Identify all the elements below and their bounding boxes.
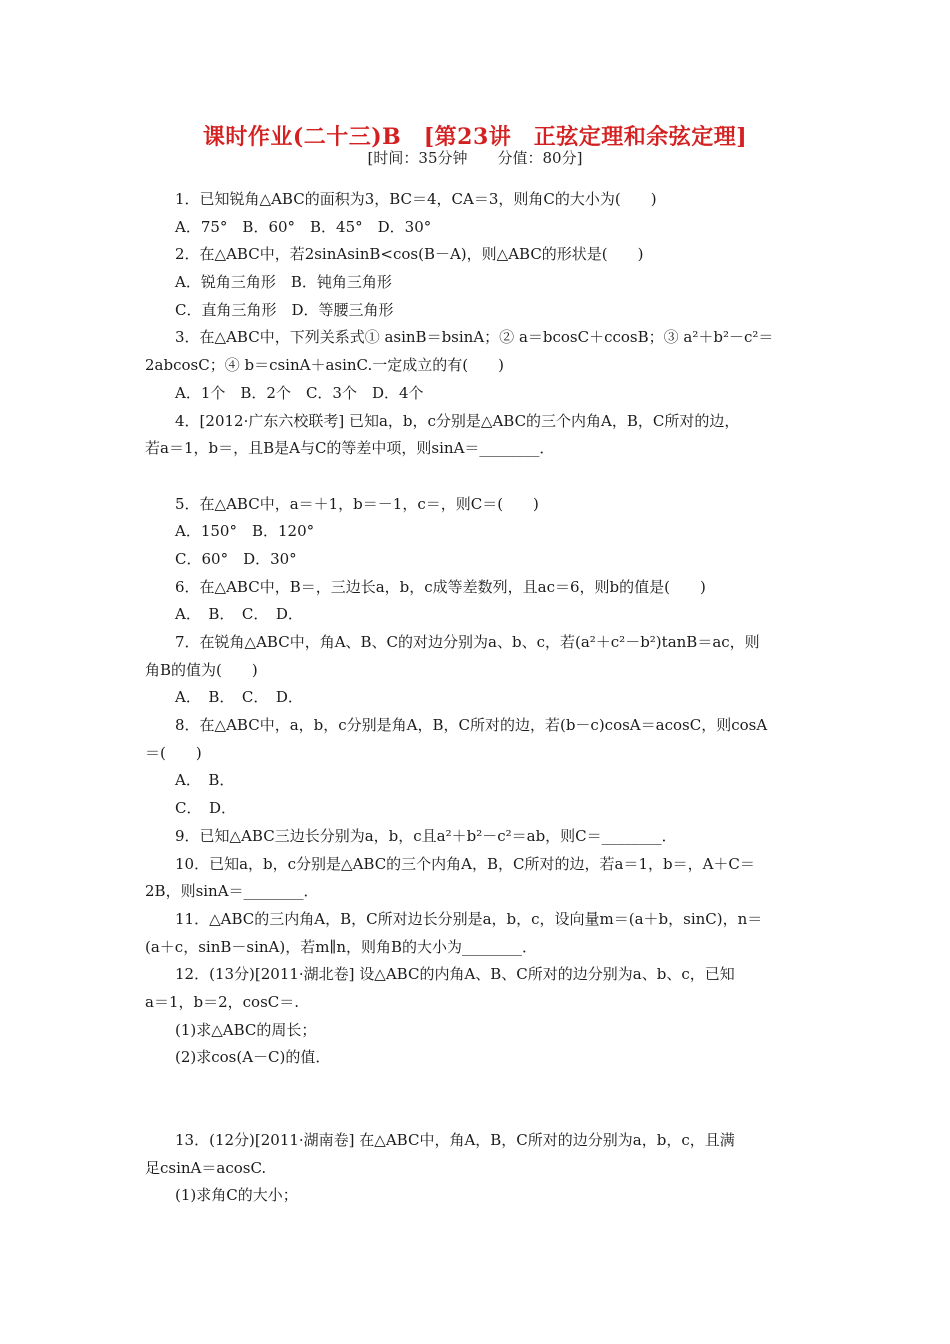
q5-options-2: C．60° D．30° — [175, 549, 297, 568]
q4-stem: 4．[2012·广东六校联考] 已知a，b，c分别是△ABC的三个内角A，B，C所对的边， — [175, 411, 740, 430]
q13-stem: 13．(12分)[2011·湖南卷] 在△ABC中，角A，B，C所对的边分别为a，b，c，且满 — [175, 1131, 735, 1149]
q2-options-1: A．锐角三角形 B．钝角三角形 — [175, 273, 392, 292]
q12-stem: 12．(13分)[2011·湖北卷] 设△ABC的内角A、B、C所对的边分别为a、b、c，已知 — [175, 965, 735, 984]
q3-stem-cont: 2abcosC；④ b＝csinA＋asinC.一定成立的有( ) — [145, 356, 504, 375]
q10-stem-cont: 2B，则sinA＝________． — [145, 882, 319, 901]
q9-stem: 9．已知△ABC三边长分别为a，b，c且a²＋b²－c²＝ab，则C＝________． — [175, 826, 677, 845]
q2-stem: 2．在△ABC中，若2sinAsinB<cos(B－A)，则△ABC的形状是( ) — [175, 245, 644, 264]
q10-stem: 10．已知a，b，c分别是△ABC的三个内角A，B，C所对的边，若a＝1，b＝，A＋C＝ — [175, 854, 755, 873]
q6-stem: 6．在△ABC中，B＝，三边长a，b，c成等差数列，且ac＝6，则b的值是( ) — [175, 577, 706, 596]
q1-stem: 1．已知锐角△ABC的面积为3，BC＝4，CA＝3，则角C的大小为( ) — [175, 190, 657, 208]
q1-options: A．75° B．60° B．45° D．30° — [175, 217, 432, 236]
time-score-info: [时间：35分钟 分值：80分] — [367, 149, 583, 167]
q5-options-1: A．150° B．120° — [175, 522, 315, 541]
q13-stem-cont: 足csinA＝acosC. — [145, 1158, 267, 1177]
q8-stem-cont: ＝( ) — [145, 743, 202, 762]
q3-stem: 3．在△ABC中，下列关系式① asinB＝bsinA；② a＝bcosC＋ccosB；③ a²＋b²－c²＝ — [175, 328, 774, 347]
q2-options-2: C．直角三角形 D．等腰三角形 — [175, 300, 394, 319]
q8-options-2: C． D． — [175, 799, 237, 818]
q7-stem-cont: 角B的值为( ) — [145, 660, 258, 679]
q5-stem: 5．在△ABC中，a＝＋1，b＝－1，c＝，则C＝( ) — [175, 494, 539, 513]
q6-options: A． B． C． D． — [175, 605, 303, 624]
exercise-body — [145, 186, 805, 1210]
q12-stem-cont: a＝1，b＝2，cosC＝. — [145, 992, 300, 1011]
page-title: 课时作业(二十三)B [第23讲 正弦定理和余弦定理] — [202, 124, 748, 150]
q11-stem: 11．△ABC的三内角A，B，C所对边长分别是a，b，c，设向量m＝(a＋b，sinC)，n＝ — [175, 909, 763, 928]
q13-part-1: (1)求角C的大小； — [175, 1186, 298, 1205]
q4-stem-cont: 若a＝1，b＝，且B是A与C的等差中项，则sinA＝________． — [145, 439, 555, 458]
q11-stem-cont: (a＋c，sinB－sinA)，若m∥n，则角B的大小为________． — [145, 937, 538, 956]
q12-part-2: (2)求cos(A－C)的值． — [175, 1048, 331, 1067]
q3-options: A．1个 B．2个 C．3个 D．4个 — [175, 383, 424, 402]
q12-part-1: (1)求△ABC的周长； — [175, 1020, 317, 1039]
q7-stem: 7．在锐角△ABC中，角A、B、C的对边分别为a、b、c，若(a²＋c²－b²)tanB＝ac，则 — [175, 633, 760, 651]
q8-options-1: A． B． — [175, 771, 235, 790]
q7-options: A． B． C． D． — [175, 688, 303, 707]
q8-stem: 8．在△ABC中，a，b，c分别是角A，B，C所对的边，若(b－c)cosA＝acosC，则cosA — [175, 716, 768, 735]
